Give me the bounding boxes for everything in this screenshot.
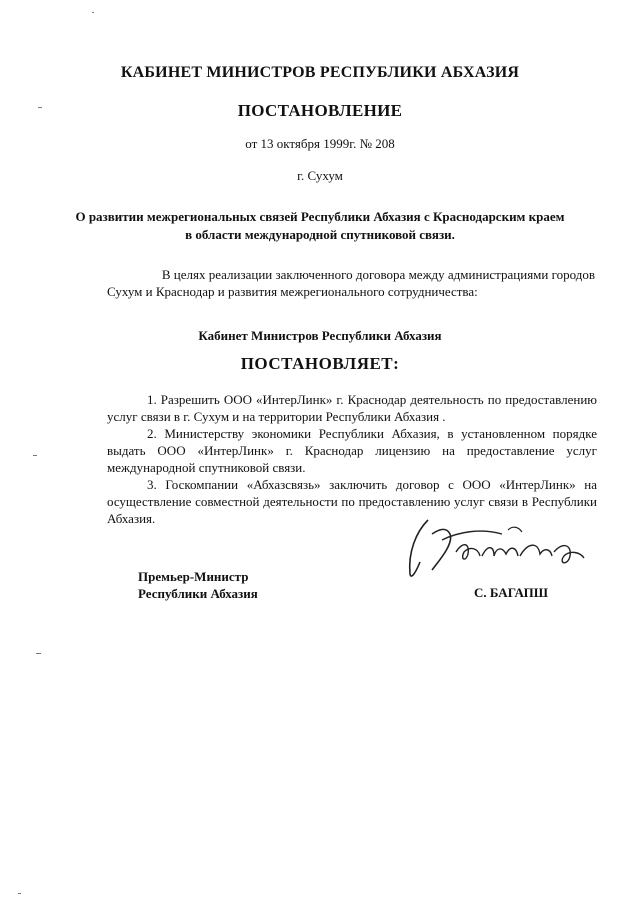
- signatory-title-line: Республики Абхазия: [138, 586, 258, 601]
- preamble-line: [107, 266, 597, 283]
- scan-mark: [92, 12, 94, 13]
- scan-mark: [18, 893, 21, 894]
- resolution-item: 3. Госкомпании «Абхазсвязь» заключить договор с ООО «ИнтерЛинк» на осуществление совместной деятельности по предоставлению услуг связи в Республики Абхазия.: [107, 477, 597, 526]
- preamble-line: Сухум и Краснодар и развития межрегионального сотрудничества:: [107, 284, 478, 299]
- subject-line: в области международной спутниковой связи.: [185, 227, 455, 242]
- issuer: Кабинет Министров Республики Абхазия: [198, 328, 442, 343]
- scan-mark: [36, 653, 41, 654]
- resolves-heading: ПОСТАНОВЛЯЕТ:: [240, 354, 400, 373]
- resolution-item: 2. Министерству экономики Республики Абхазия, в установленном порядке выдать ООО «ИнтерЛинк» г. Краснодар лицензию на предоставление услуг международной спутниковой связи.: [107, 426, 597, 475]
- handwritten-signature: [398, 512, 588, 592]
- resolution-item: 1. Разрешить ООО «ИнтерЛинк» г. Краснодар деятельность по предоставлению услуг связи в г. Сухум и на территории Республики Абхазия .: [107, 392, 597, 424]
- date-number: от 13 октября 1999г. № 208: [245, 136, 395, 151]
- signatory-title-line: Премьер-Министр: [138, 569, 249, 584]
- resolution-items: [107, 391, 597, 527]
- signatory-title: [138, 568, 258, 602]
- document-type: ПОСТАНОВЛЕНИЕ: [237, 101, 403, 120]
- signatory-name: С. БАГАПШ: [474, 585, 549, 600]
- subject-line: О развитии межрегиональных связей Республики Абхазия с Краснодарским краем: [75, 209, 565, 224]
- subject-heading: [0, 208, 640, 244]
- scan-mark: [33, 455, 37, 456]
- preamble: [107, 266, 597, 300]
- city: г. Сухум: [297, 168, 343, 183]
- organization-title: КАБИНЕТ МИНИСТРОВ РЕСПУБЛИКИ АБХАЗИЯ: [120, 64, 520, 81]
- preamble-line-text: В целях реализации заключенного договора между администрациями городов: [161, 267, 595, 282]
